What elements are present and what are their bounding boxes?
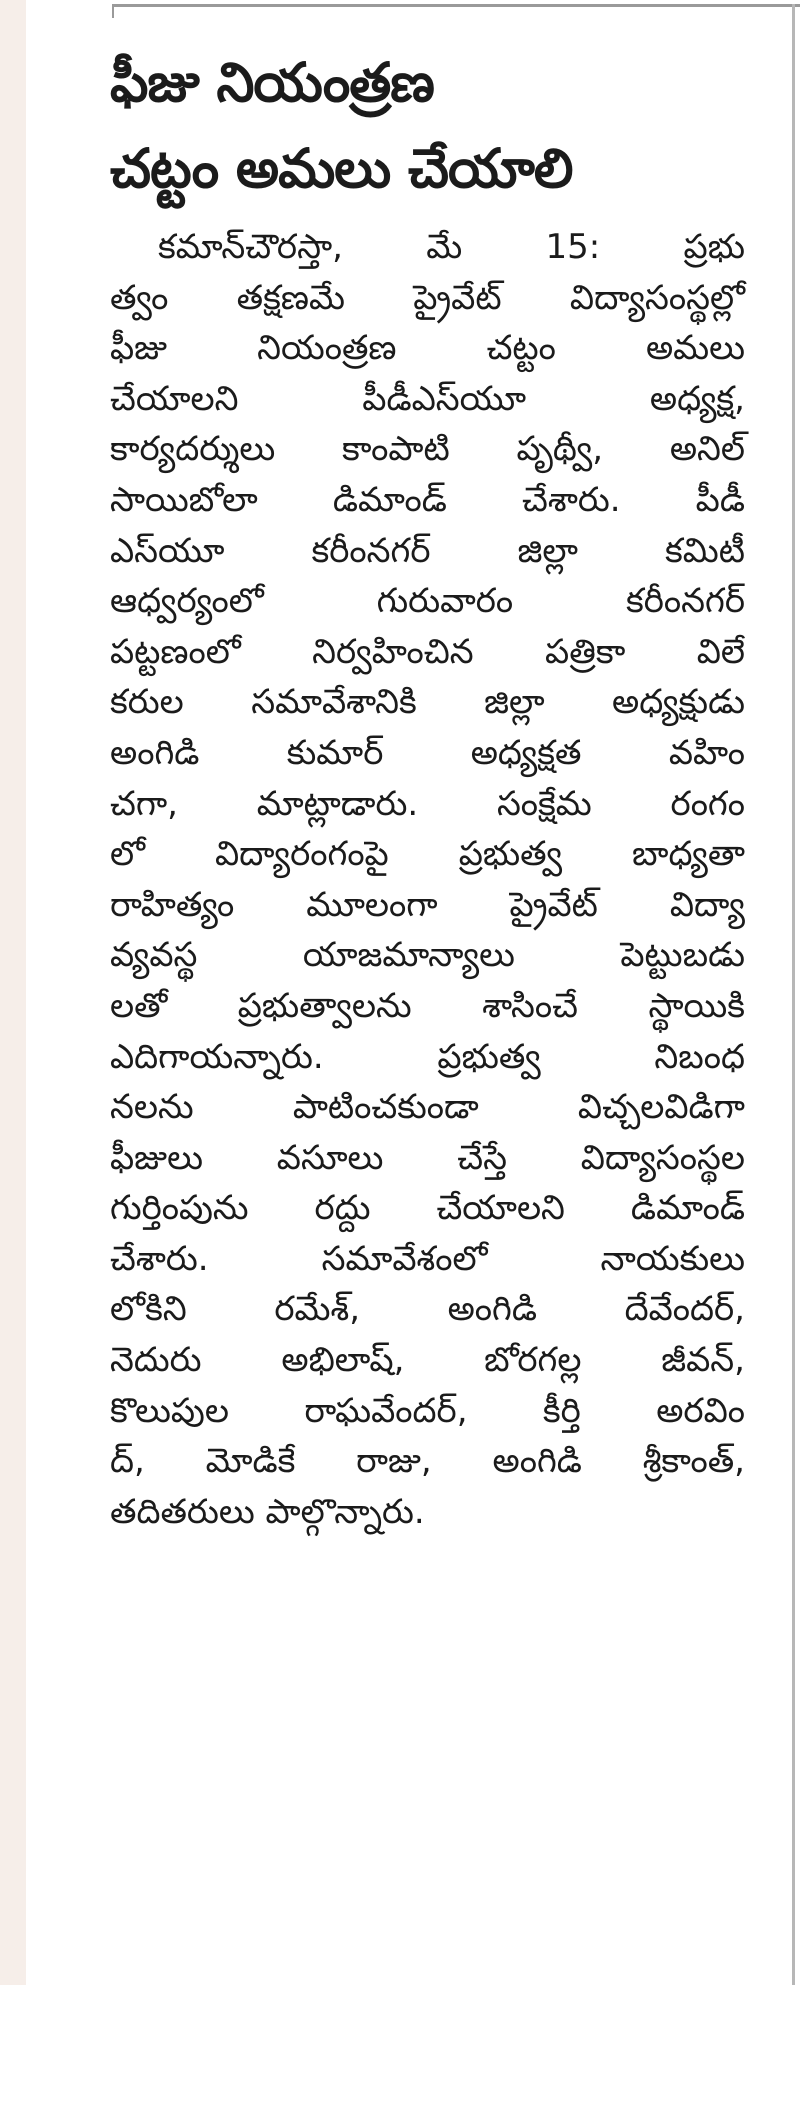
article-body-line: లోకిని రమేశ్, అంగిడి దేవేందర్, bbox=[110, 1289, 745, 1330]
article-body-line: త్వం తక్షణమే ప్రైవేట్ విద్యాసంస్థల్లో bbox=[110, 277, 745, 318]
article-body-line: ఫీజు నియంత్రణ చట్టం అమలు bbox=[110, 328, 745, 369]
article-body-line: ఫీజులు వసూలు చేస్తే విద్యాసంస్థల bbox=[110, 1137, 745, 1178]
article-body bbox=[110, 222, 745, 1537]
article-body-line: అంగిడి కుమార్ అధ్యక్షత వహిం bbox=[110, 732, 745, 773]
article-body-line: కమాన్‌చౌరస్తా, మే 15: ప్రభు bbox=[158, 227, 745, 267]
headline-line: ఫీజు నియంత్రణ bbox=[110, 51, 434, 114]
article-body-line: లతో ప్రభుత్వాలను శాసించే స్థాయికి bbox=[110, 985, 745, 1026]
article-headline bbox=[110, 40, 745, 212]
article-body-line: గుర్తింపును రద్దు చేయాలని డిమాండ్ bbox=[110, 1188, 745, 1229]
article-body-line: ఆధ్వర్యంలో గురువారం కరీంనగర్ bbox=[110, 581, 745, 622]
article-body-line: చగా, మాట్లాడారు. సంక్షేమ రంగం bbox=[110, 783, 745, 824]
page-margin-strip bbox=[0, 0, 26, 1985]
headline-line: చట్టం అమలు చేయాలి bbox=[110, 137, 573, 200]
news-article bbox=[110, 40, 745, 1537]
article-body-line: పట్టణంలో నిర్వహించిన పత్రికా విలే bbox=[110, 631, 745, 672]
article-body-line: కార్యదర్శులు కాంపాటి పృథ్వీ, అనిల్ bbox=[110, 429, 745, 470]
article-body-line: లో విద్యారంగంపై ప్రభుత్వ బాధ్యతా bbox=[110, 834, 745, 875]
article-body-line: కరుల సమావేశానికి జిల్లా అధ్యక్షుడు bbox=[110, 682, 745, 723]
article-body-line: చేయాలని పీడీఎస్‌యూ అధ్యక్ష, bbox=[110, 378, 745, 419]
article-body-line: కొలుపుల రాఘవేందర్, కీర్తి అరవిం bbox=[110, 1390, 745, 1431]
top-border-rule bbox=[112, 4, 800, 7]
article-body-line: ఎదిగాయన్నారు. ప్రభుత్వ నిబంధ bbox=[110, 1036, 745, 1077]
article-body-line: సాయిబోలా డిమాండ్ చేశారు. పీడీ bbox=[110, 479, 745, 520]
article-body-line: చేశారు. సమావేశంలో నాయకులు bbox=[110, 1238, 745, 1279]
article-body-line: రాహిత్యం మూలంగా ప్రైవేట్ విద్యా bbox=[110, 884, 745, 925]
article-body-line: వ్యవస్థ యాజమాన్యాలు పెట్టుబడు bbox=[110, 935, 745, 976]
article-body-line: తదితరులు పాల్గొన్నారు. bbox=[110, 1491, 425, 1532]
left-border-tick bbox=[112, 4, 114, 18]
article-body-line: నలను పాటించకుండా విచ్చలవిడిగా bbox=[110, 1087, 745, 1128]
article-body-line: ద్, మోడికే రాజు, అంగిడి శ్రీకాంత్, bbox=[110, 1441, 745, 1482]
article-body-line: ఎస్‌యూ కరీంనగర్ జిల్లా కమిటీ bbox=[110, 530, 745, 571]
article-body-line: నెదురు అభిలాష్, బోరగల్ల జీవన్, bbox=[110, 1340, 745, 1381]
right-border-rule bbox=[792, 4, 795, 1985]
